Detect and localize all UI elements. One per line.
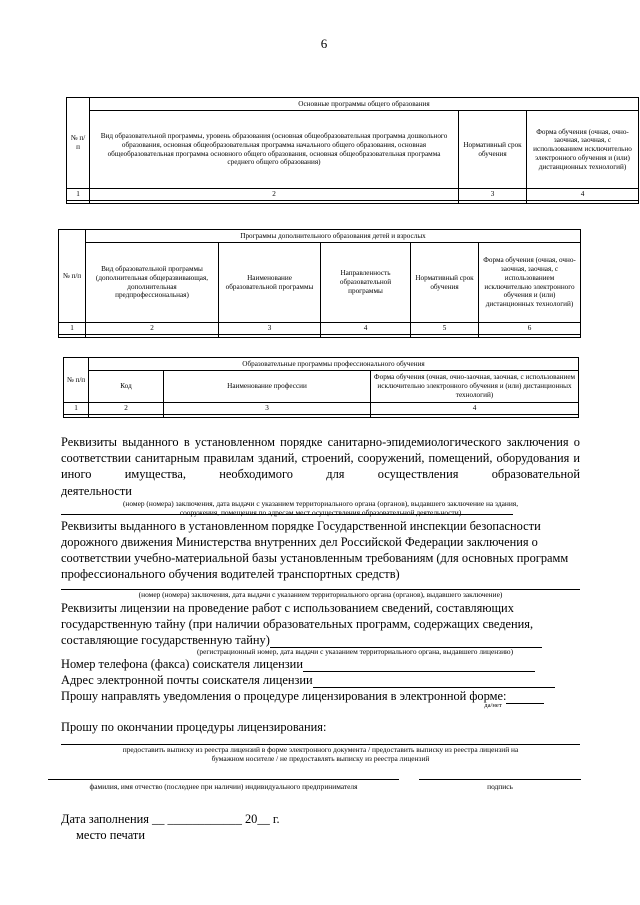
- date-row[interactable]: [61, 811, 461, 827]
- table2: [58, 229, 581, 338]
- table-row-group-title: [67, 98, 639, 111]
- page-number-value: 6: [320, 36, 328, 51]
- cell-program-focus[interactable]: [321, 334, 411, 337]
- cell-profession-name[interactable]: [164, 414, 371, 417]
- secret-caption: [130, 647, 580, 656]
- state-secret-paragraph: [61, 600, 580, 632]
- enotify-label: Прошу направлять уведомления о процедуре лицензирования в электронной форме:: [61, 689, 507, 703]
- gibdd-caption-text: (номер (номера) заключения, дата выдачи с указанием территориального органа (органов), выдавшего заключение): [138, 590, 503, 599]
- table-general-education-programs: [66, 97, 639, 204]
- table-row-headers: [59, 243, 581, 323]
- colnum-1: 1: [67, 189, 90, 201]
- after-licensing-label: Прошу по окончании процедуры лицензирования:: [61, 720, 327, 734]
- cell-number[interactable]: [67, 200, 90, 203]
- phone-label: Номер телефона (факса) соискателя лицензии: [61, 657, 303, 671]
- table-row-column-numbers: [64, 403, 579, 415]
- enotify-hint-text: да/нет: [484, 702, 502, 709]
- gibdd-line-4: профессионального обучения водителей транспортных средств): [61, 567, 400, 582]
- colnum-2: 2: [89, 403, 164, 415]
- extract-option-line-1: предоставить выписку из реестра лицензий в форме электронного документа / предоставить выписку из реестра лицензий на: [122, 745, 519, 754]
- table-row[interactable]: [64, 414, 579, 417]
- colnum-2: 2: [86, 323, 219, 335]
- signature-caption-text: подпись: [487, 782, 513, 791]
- table3: [63, 357, 579, 418]
- gibdd-line-2: дорожного движения Министерства внутренних дел Российской Федерации заключения о: [61, 535, 538, 550]
- email-input[interactable]: [313, 676, 555, 688]
- header-cell-duration: Нормативный срок обучения: [411, 243, 479, 323]
- table-row-group-title: [59, 230, 581, 243]
- gibdd-line-1: Реквизиты выданного в установленном порядке Государственной инспекции безопасности: [61, 519, 541, 533]
- table-row-headers: [67, 111, 639, 189]
- enotify-hint: [470, 702, 516, 709]
- table-vocational-training-programs: [63, 357, 579, 418]
- header-cell-form: Форма обучения (очная, очно-заочная, заочная, с использованием исключительно электронного обучения и (или) дистанционных технологий): [371, 371, 579, 403]
- header-cell-code: Код: [89, 371, 164, 403]
- after-licensing-row: [61, 719, 580, 735]
- colnum-3: 3: [164, 403, 371, 415]
- cell-code[interactable]: [89, 414, 164, 417]
- extract-option-caption: [61, 745, 580, 764]
- cell-form[interactable]: [479, 334, 581, 337]
- header-cell-profession-name: Наименование профессии: [164, 371, 371, 403]
- signature-caption: [419, 782, 581, 791]
- table1-group-title: Основные программы общего образования: [90, 98, 639, 111]
- sanitary-caption-line-2: сооружения, помещения по адресам мест осуществления образовательной деятельности): [179, 508, 462, 518]
- colnum-2: 2: [90, 189, 459, 201]
- sanitary-conclusion-paragraph: [61, 434, 580, 482]
- cell-form[interactable]: [527, 200, 639, 203]
- header-cell-duration: Нормативный срок обучения: [459, 111, 527, 189]
- page-number: [0, 36, 640, 52]
- cell-program-type[interactable]: [86, 334, 219, 337]
- table-row-column-numbers: [59, 323, 581, 335]
- header-cell-number: № п/п: [67, 98, 90, 189]
- table-row[interactable]: [67, 200, 639, 203]
- phone-field-row: [61, 656, 580, 672]
- cell-program-name[interactable]: [219, 334, 321, 337]
- colnum-4: 4: [321, 323, 411, 335]
- sanitary-line-1: Реквизиты выданного в установленном порядке санитарно-эпидемиологического заключения о: [61, 435, 580, 449]
- gibdd-caption: [61, 590, 580, 599]
- cell-form[interactable]: [371, 414, 579, 417]
- sanitary-caption: [61, 499, 580, 518]
- table-supplementary-education-programs: [58, 229, 581, 338]
- header-cell-program-type: Вид образовательной программы (дополнительная общеразвивающая, дополнительная предпрофессиональная): [86, 243, 219, 323]
- gibdd-line-3: соответствии учебно-материальной базы установленным требованиям (для основных программ: [61, 551, 569, 566]
- secret-line-2: государственную тайну (при наличии образовательных программ, содержащих сведения,: [61, 617, 534, 632]
- colnum-1: 1: [64, 403, 89, 415]
- table3-group-title: Образовательные программы профессионального обучения: [89, 358, 579, 371]
- cell-number[interactable]: [59, 334, 86, 337]
- seal-label: место печати: [76, 828, 145, 842]
- secret-line-1: Реквизиты лицензии на проведение работ с использованием сведений, составляющих: [61, 601, 514, 615]
- secret-caption-text: (регистрационный номер, дата выдачи с указанием территориального органа, выдавшего лицензию): [196, 647, 514, 656]
- header-cell-form: Форма обучения (очная, очно-заочная, заочная, с использованием исключительно электронного обучения и (или) дистанционных технологий): [527, 111, 639, 189]
- table1: [66, 97, 639, 204]
- fio-caption-text: фамилия, имя отчество (последнее при наличии) индивидуального предпринимателя: [89, 782, 358, 791]
- state-secret-line-3-wrap: [61, 632, 580, 648]
- header-cell-form: Форма обучения (очная, очно-заочная, заочная, с использованием исключительно электронного обучения и (или) дистанционных технологий): [479, 243, 581, 323]
- table-row-headers: [64, 371, 579, 403]
- phone-input[interactable]: [303, 660, 535, 672]
- seal-row: [76, 827, 476, 843]
- header-cell-number: № п/п: [59, 230, 86, 323]
- header-cell-program-type: Вид образовательной программы, уровень образования (основная общеобразовательная программа дошкольного образования, основная общеобразовательная программа начального общего образования, основная общеобразовательная программа основного общего образования, основная общеобразовательная программа среднего общего образования): [90, 111, 459, 189]
- cell-duration[interactable]: [459, 200, 527, 203]
- colnum-3: 3: [459, 189, 527, 201]
- colnum-5: 5: [411, 323, 479, 335]
- sanitary-line-4: деятельности: [61, 484, 132, 498]
- signature-input-line[interactable]: [419, 779, 581, 780]
- email-field-row: [61, 672, 580, 688]
- colnum-6: 6: [479, 323, 581, 335]
- date-label[interactable]: Дата заполнения __ ____________ 20__ г.: [61, 812, 280, 826]
- colnum-4: 4: [371, 403, 579, 415]
- fio-input-line[interactable]: [48, 779, 399, 780]
- cell-number[interactable]: [64, 414, 89, 417]
- cell-program-type[interactable]: [90, 200, 459, 203]
- sanitary-caption-line-1: (номер (номера) заключения, дата выдачи с указанием территориального органа (органов), выдавшего заключение на здания,: [122, 499, 519, 508]
- colnum-4: 4: [527, 189, 639, 201]
- fio-caption: [48, 782, 399, 791]
- colnum-3: 3: [219, 323, 321, 335]
- cell-duration[interactable]: [411, 334, 479, 337]
- email-label: Адрес электронной почты соискателя лицензии: [61, 673, 313, 687]
- table-row-column-numbers: [67, 189, 639, 201]
- colnum-1: 1: [59, 323, 86, 335]
- gibdd-conclusion-paragraph: [61, 518, 580, 583]
- header-cell-program-name: Наименование образовательной программы: [219, 243, 321, 323]
- sanitary-line-2: соответствии санитарным правилам зданий, строений, сооружений, помещений, оборудования и: [61, 451, 580, 466]
- extract-option-line-2: бумажном носителе / не предоставлять выписку из реестра лицензий: [211, 754, 430, 764]
- sanitary-line-3: иного имущества, необходимого для осуществления образовательной: [61, 467, 580, 482]
- header-cell-program-focus: Направленность образовательной программы: [321, 243, 411, 323]
- header-cell-number: № п/п: [64, 358, 89, 403]
- secret-line-3: составляющие государственную тайну): [61, 633, 270, 647]
- table-row-group-title: [64, 358, 579, 371]
- table2-group-title: Программы дополнительного образования детей и взрослых: [86, 230, 581, 243]
- table-row[interactable]: [59, 334, 581, 337]
